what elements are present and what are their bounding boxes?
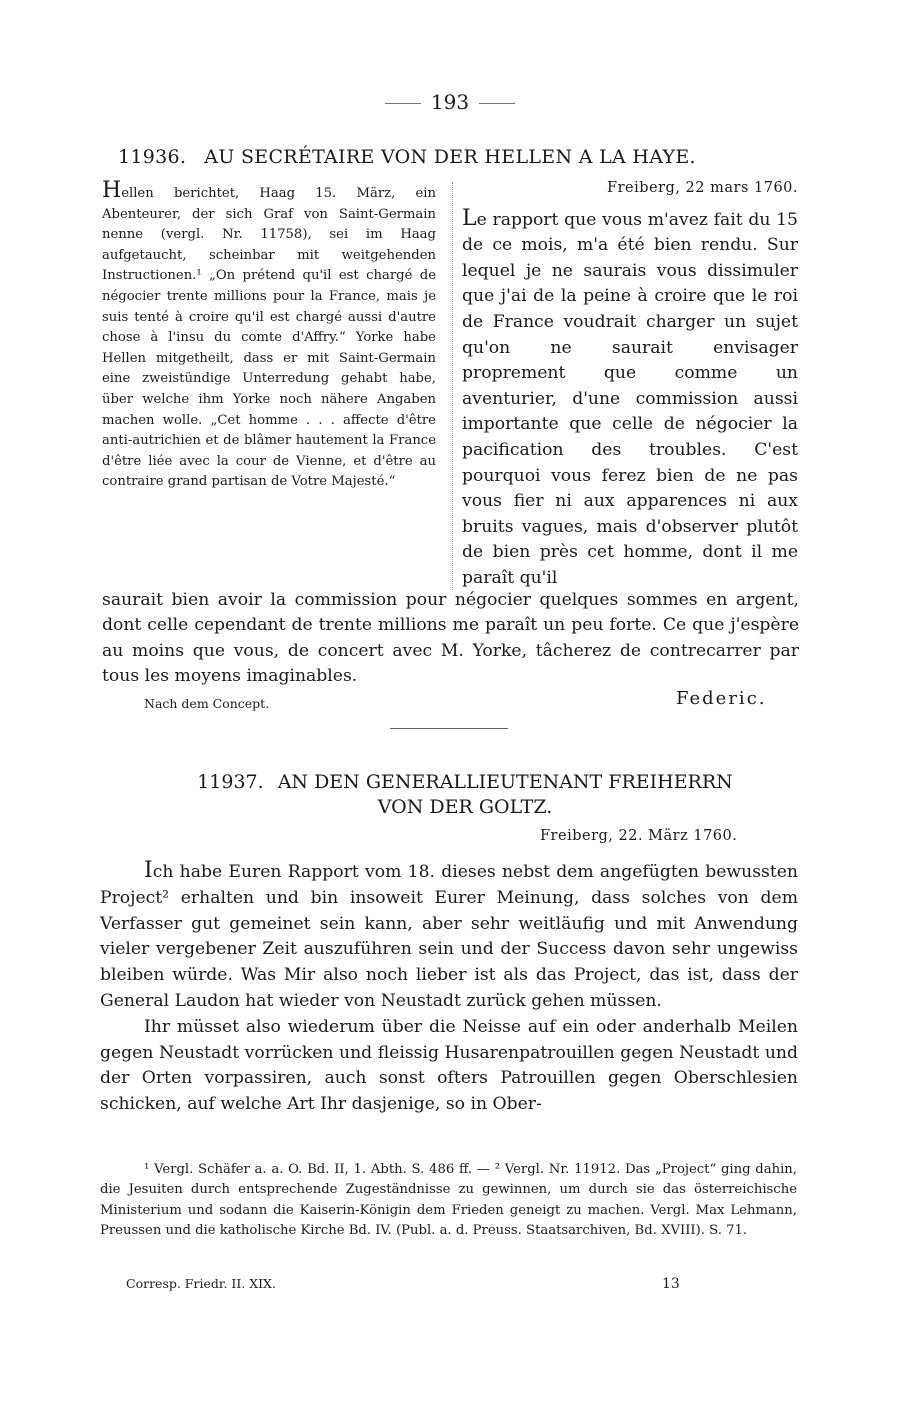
letter-1-heading	[118, 146, 780, 168]
letter-1-source: Nach dem Concept.	[144, 696, 270, 711]
letter-1-title: AU SECRÉTAIRE VON DER HELLEN A LA HAYE.	[204, 146, 696, 168]
letter-2-number: 11937.	[197, 771, 264, 793]
column-divider	[452, 182, 453, 590]
letter-2-title-line-2: VON DER GOLTZ.	[377, 796, 553, 818]
letter-2-date: Freiberg, 22. März 1760.	[540, 828, 738, 844]
body-text-start: e rapport que vous m'avez fait du 15 de ce mois, m'a été bien rendu. Sur lequel je ne saurais vous dissimuler que j'ai de la peine à croire que le roi de France voudrait charger un sujet qu'on ne saurait envisager proprement que comme un aventurier, d'une commission aussi importante que celle de négocier la pacification des troubles. C'est pourquoi vous ferez bien de ne pas vous fier ni aux apparences ni aux bruits vagues, mais d'observer plutôt de bien près cet homme, dont il me paraît qu'il	[462, 209, 798, 588]
letter-2-paragraph-1: Ich habe Euren Rapport vom 18. dieses nebst dem angefügten bewussten Project² erhalten und bin insoweit Eurer Meinung, dass solches von dem Verfasser gut gemeinet sein kann, aber sehr weitläufig und mit Anwendung vieler vergebener Zeit auszuführen sein und der Success davon sehr ungewiss bleiben würde. Was Mir also noch lieber ist als das Project, das ist, dass der General Laudon hat wieder von Neustadt zurück gehen müssen.	[100, 858, 798, 1011]
letter-1-body	[462, 176, 798, 592]
signature-mark: 13	[662, 1276, 680, 1292]
letter-1-continuation	[102, 588, 799, 690]
section-divider	[390, 728, 508, 729]
letter-1-summary	[102, 178, 436, 493]
letter-2-heading	[145, 770, 785, 820]
letter-1-signature: Federic.	[676, 688, 767, 709]
letter-1-date: Freiberg, 22 mars 1760.	[607, 180, 798, 196]
body-text-continued: saurait bien avoir la commission pour négocier quelques sommes en argent, dont celle cependant de trente millions me paraît un peu forte. Ce que j'espère au moins que vous, de concert avec M. Yorke, tâcherez de contrecarrer par tous les moyens imaginables.	[102, 590, 799, 687]
summary-text: ellen berichtet, Haag 15. März, ein Abenteurer, der sich Graf von Saint-Germain nenne (vergl. Nr. 11758), sei im Haag aufgetaucht, scheinbar mit weitgehenden Instructionen.¹ „On prétend qu'il est chargé de négocier trente millions pour la France, mais je suis tenté à croire qu'il est chargé aussi d'autre chose à l'insu du comte d'Affry.“ Yorke habe Hellen mitgetheilt, dass er mit Saint-Germain eine zweistündige Unterredung gehabt habe, über welche ihm Yorke noch nähere Angaben machen wolle. „Cet homme . . . affecte d'être anti-autrichien et de blâmer hautement la France d'être liée avec la cour de Vienne, et d'être au contraire grand partisan de Votre Majesté.“	[102, 186, 436, 490]
letter-2-body	[100, 858, 798, 1118]
ornament-dash	[385, 103, 421, 104]
letter-2-dropcap: I	[144, 858, 153, 883]
body-dropcap: L	[462, 205, 477, 231]
footnotes	[100, 1160, 797, 1242]
footnote-text: ¹ Vergl. Schäfer a. a. O. Bd. II, 1. Abth. S. 486 ff. — ² Vergl. Nr. 11912. Das „Project“ ging dahin, die Jesuiten durch entsprechende Zugeständnisse zu gewinnen, um durch sie das österreichische Ministerium und sodann die Kaiserin-Königin dem Frieden geneigt zu machen. Vergl. Max Lehmann, Preussen und die katholische Kirche Bd. IV. (Publ. a. d. Preuss. Staatsarchiven, Bd. XVIII). S. 71.	[100, 1162, 797, 1239]
letter-1-number: 11936.	[118, 146, 187, 168]
page-number: 193	[0, 90, 900, 114]
letter-2-title-line-1: AN DEN GENERALLIEUTENANT FREIHERRN	[277, 771, 733, 793]
summary-dropcap: H	[102, 178, 122, 203]
ornament-dash	[479, 103, 515, 104]
letter-2-paragraph-2: Ihr müsset also wiederum über die Neisse auf ein oder anderhalb Meilen gegen Neustadt vorrücken und fleissig Husarenpatrouillen gegen Neustadt und der Orten vorpassiren, auch sonst ofters Patrouillen gegen Oberschlesien schicken, auf welche Art Ihr dasjenige, so in Ober-	[100, 1016, 798, 1115]
volume-reference: Corresp. Friedr. II. XIX.	[126, 1276, 276, 1291]
